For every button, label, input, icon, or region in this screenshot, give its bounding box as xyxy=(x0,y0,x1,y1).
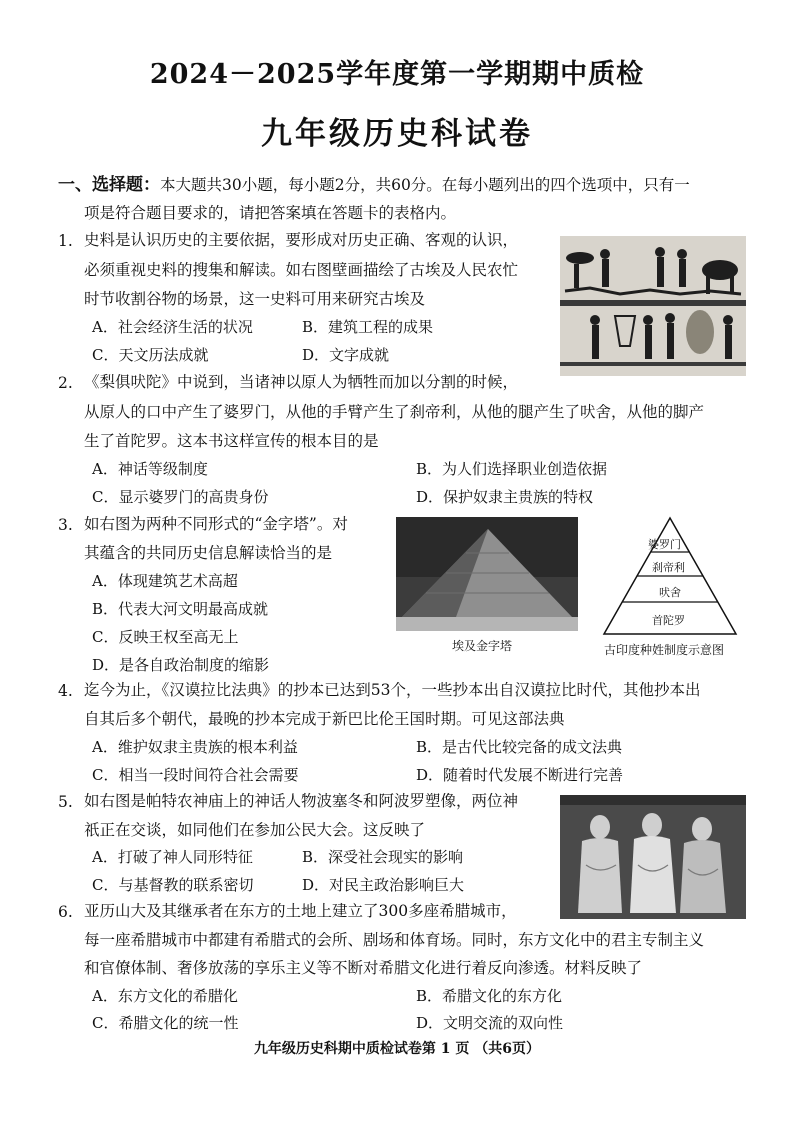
option-d[interactable]: D．随着时代发展不断进行完善 xyxy=(416,766,624,784)
option-d[interactable]: D．文字成就 xyxy=(302,346,390,364)
question-number: 5. xyxy=(58,793,73,811)
question-number: 4. xyxy=(58,682,73,700)
section-heading: 一、选择题： xyxy=(58,175,160,195)
caste-level-label: 首陀罗 xyxy=(652,614,685,627)
option-a[interactable]: A．维护奴隶主贵族的根本利益 xyxy=(92,738,298,756)
section-instruction-line-1: 一、选择题：本大题共30小题，每小题2分，共60分。在每小题列出的四个选项中，只有一 xyxy=(58,175,690,195)
exam-subtitle: 九年级历史科试卷 xyxy=(261,116,533,152)
option-d[interactable]: D．保护奴隶主贵族的特权 xyxy=(416,488,594,506)
caste-pyramid-diagram xyxy=(600,514,740,638)
option-b[interactable]: B．为人们选择职业创造依据 xyxy=(416,460,608,478)
option-c[interactable]: C．相当一段时间符合社会需要 xyxy=(92,766,299,784)
option-c[interactable]: C．与基督教的联系密切 xyxy=(92,876,254,894)
option-a[interactable]: A．社会经济生活的状况 xyxy=(92,318,253,336)
question-text-line: 生了首陀罗。这本书这样宣传的根本目的是 xyxy=(84,432,379,450)
option-c[interactable]: C．显示婆罗门的高贵身份 xyxy=(92,488,269,506)
question-text-line: 自其后多个朝代，最晚的抄本完成于新巴比伦王国时期。可见这部法典 xyxy=(84,710,565,728)
option-c[interactable]: C．反映王权至高无上 xyxy=(92,628,239,646)
exam-title: 2024－2025学年度第一学期期中质检 xyxy=(149,59,645,90)
caste-level-label: 婆罗门 xyxy=(648,538,681,551)
question-text-line: 每一座希腊城市中都建有希腊式的会所、剧场和体育场。同时，东方文化中的君主专制主义 xyxy=(84,931,705,949)
option-a[interactable]: A．打破了神人同形特征 xyxy=(92,848,253,866)
option-d[interactable]: D．是各自政治制度的缩影 xyxy=(92,656,270,674)
option-b[interactable]: B．是古代比较完备的成文法典 xyxy=(416,738,623,756)
option-a[interactable]: A．东方文化的希腊化 xyxy=(92,987,238,1005)
section-instruction-line-2: 项是符合题目要求的，请把答案填在答题卡的表格内。 xyxy=(84,204,457,222)
question-text-line: 史料是认识历史的主要依据，要形成对历史正确、客观的认识， xyxy=(84,231,519,249)
question-number: 6. xyxy=(58,903,73,921)
question-number: 2. xyxy=(58,374,73,392)
egypt-pyramid-image xyxy=(396,517,578,631)
option-b[interactable]: B．深受社会现实的影响 xyxy=(302,848,464,866)
option-c[interactable]: C．希腊文化的统一性 xyxy=(92,1014,239,1032)
question-text-line: 祇正在交谈，如同他们在参加公民大会。这反映了 xyxy=(84,821,426,839)
option-c[interactable]: C．天文历法成就 xyxy=(92,346,209,364)
question-text-line: 必须重视史料的搜集和解读。如右图壁画描绘了古埃及人民农忙 xyxy=(84,261,519,279)
question-text-line: 时节收割谷物的场景，这一史料可用来研究古埃及 xyxy=(84,290,426,308)
option-b[interactable]: B．希腊文化的东方化 xyxy=(416,987,563,1005)
option-b[interactable]: B．建筑工程的成果 xyxy=(302,318,434,336)
page-footer: 九年级历史科期中质检试卷第 1 页 （共6页） xyxy=(253,1041,541,1057)
caste-caption: 古印度种姓制度示意图 xyxy=(604,643,725,657)
question-text-line: 迄今为止，《汉谟拉比法典》的抄本已达到53个，一些抄本出自汉谟拉比时代，其他抄本出 xyxy=(84,681,701,699)
question-number: 1. xyxy=(58,232,73,250)
option-a[interactable]: A．神话等级制度 xyxy=(92,460,208,478)
question-text-line: 《梨俱吠陀》中说到，当诸神以原人为牺牲而加以分割的时候， xyxy=(84,373,519,391)
question-text-line: 如右图是帕特农神庙上的神话人物波塞冬和阿波罗塑像，两位神 xyxy=(84,792,519,810)
question-text-line: 和官僚体制、奢侈放荡的享乐主义等不断对希腊文化进行着反向渗透。材料反映了 xyxy=(84,959,643,977)
option-d[interactable]: D．对民主政治影响巨大 xyxy=(302,876,465,894)
question-text-line: 如右图为两种不同形式的“金字塔”。对 xyxy=(84,515,348,533)
option-d[interactable]: D．文明交流的双向性 xyxy=(416,1014,564,1032)
egyptian-mural-image xyxy=(560,236,746,376)
option-b[interactable]: B．代表大河文明最高成就 xyxy=(92,600,269,618)
option-a[interactable]: A．体现建筑艺术高超 xyxy=(92,572,238,590)
question-text-line: 亚历山大及其继承者在东方的土地上建立了300多座希腊城市， xyxy=(84,902,517,920)
parthenon-relief-image xyxy=(560,795,746,919)
pyramid-caption: 埃及金字塔 xyxy=(452,639,513,653)
caste-level-label: 刹帝利 xyxy=(652,561,685,574)
question-number: 3. xyxy=(58,516,73,534)
question-text-line: 其蕴含的共同历史信息解读恰当的是 xyxy=(84,544,333,562)
caste-level-label: 吠舍 xyxy=(659,586,681,599)
question-text-line: 从原人的口中产生了婆罗门，从他的手臂产生了刹帝利，从他的腿产生了吠舍，从他的脚产 xyxy=(84,403,705,421)
